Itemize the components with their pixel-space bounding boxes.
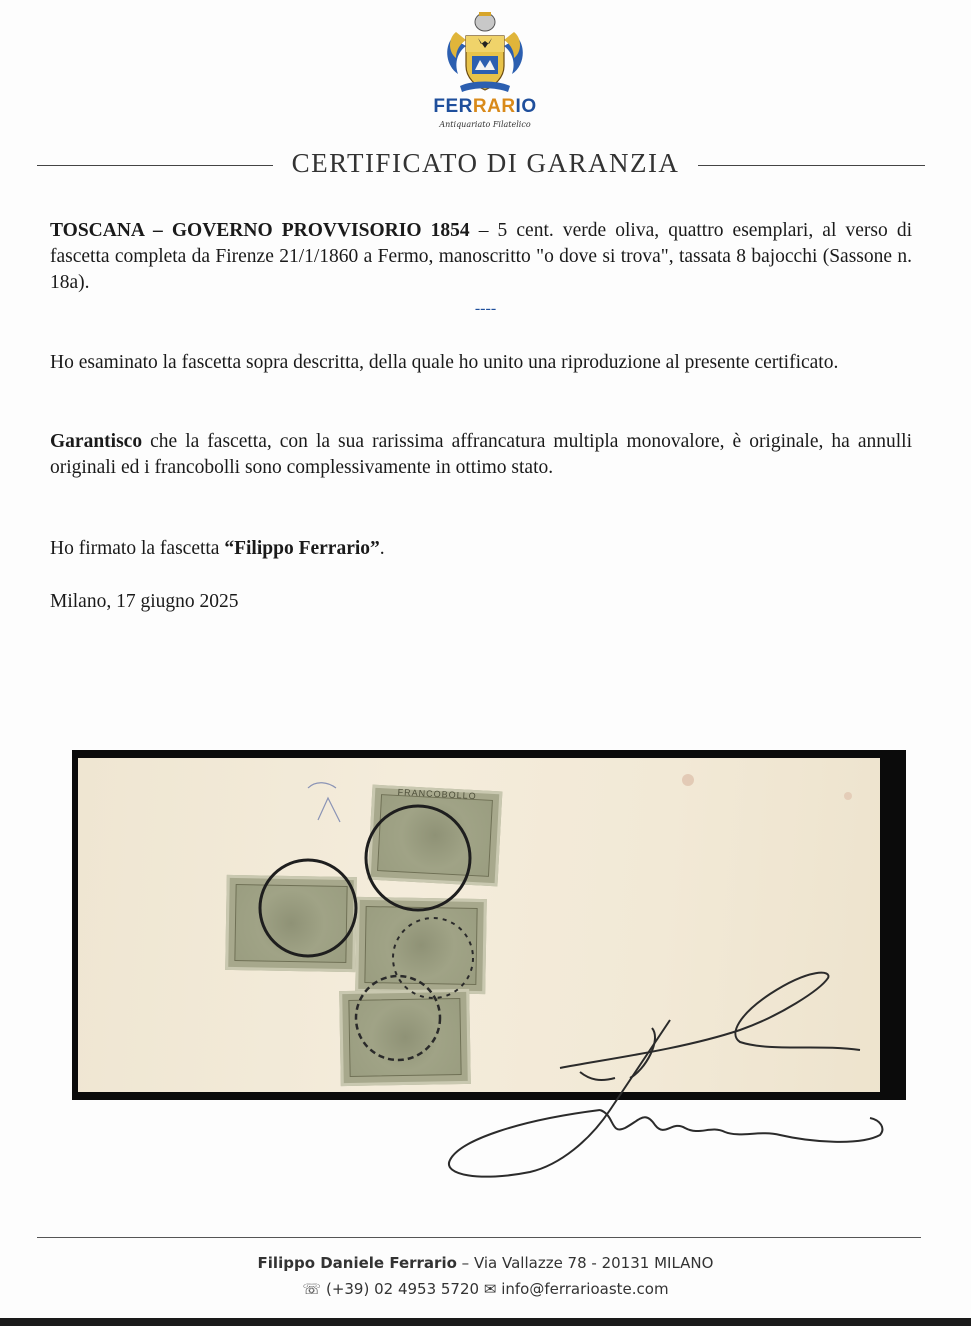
- mail-icon: ✉: [483, 1280, 497, 1298]
- examination-paragraph: Ho esaminato la fascetta sopra descritta, della quale ho unito una riproduzione al presente certificato.: [50, 352, 839, 373]
- brand-name: [420, 96, 550, 118]
- brand-tagline: Antiquariato Filatelico: [439, 120, 531, 129]
- footer-name: Filippo Daniele Ferrario: [257, 1254, 457, 1272]
- phone-icon: ☏: [302, 1280, 322, 1298]
- handwritten-signature: [440, 960, 900, 1190]
- brand-name-part2: RAR: [472, 96, 516, 117]
- guarantee-paragraph: [50, 429, 912, 481]
- footer-email[interactable]: info@ferrarioaste.com: [501, 1280, 669, 1298]
- guarantee-text: che la fascetta, con la sua rarissima affrancatura multipla monovalore, è originale, ha annulli originali ed i francobolli sono complessivamente in ottimo stato.: [50, 431, 912, 478]
- bottom-border: [0, 1318, 971, 1326]
- title-rule-left: [37, 165, 273, 166]
- separator: ----: [474, 300, 497, 317]
- stamp-description: – 5 cent. verde oliva, quattro esemplari, al verso di fascetta completa da Firenze 21/1/1860 a Fermo, manoscritto "o dove si trova", tassata 8 bajocchi (Sassone n. 18a).: [50, 220, 912, 293]
- signature-statement-prefix: Ho firmato la fascetta: [50, 538, 225, 559]
- place-date: Milano, 17 giugno 2025: [50, 591, 239, 612]
- stamp-issue-heading: TOSCANA – GOVERNO PROVVISORIO 1854: [50, 220, 470, 241]
- coat-of-arms-icon: [442, 8, 528, 94]
- certificate-title: CERTIFICATO DI GARANZIA: [291, 148, 680, 178]
- footer-rule: [37, 1237, 921, 1238]
- description-paragraph: [50, 218, 912, 296]
- brand-name-part3: IO: [515, 96, 537, 117]
- title-rule-right: [698, 165, 925, 166]
- signature-statement: [50, 536, 912, 562]
- guarantee-keyword: Garantisco: [50, 431, 143, 452]
- ferrario-logo: [420, 8, 550, 133]
- brand-name-part1: FER: [433, 96, 473, 117]
- stamp-top-label: FRANCOBOLLO: [397, 786, 477, 802]
- signature-statement-suffix: .: [379, 538, 385, 559]
- footer-address-line: [0, 1254, 971, 1272]
- footer-address: – Via Vallazze 78 - 20131 MILANO: [456, 1254, 714, 1272]
- footer-contact-line: [0, 1280, 971, 1298]
- footer-phone: (+39) 02 4953 5720: [325, 1280, 480, 1298]
- signature-statement-name: “Filippo Ferrario”: [224, 538, 380, 559]
